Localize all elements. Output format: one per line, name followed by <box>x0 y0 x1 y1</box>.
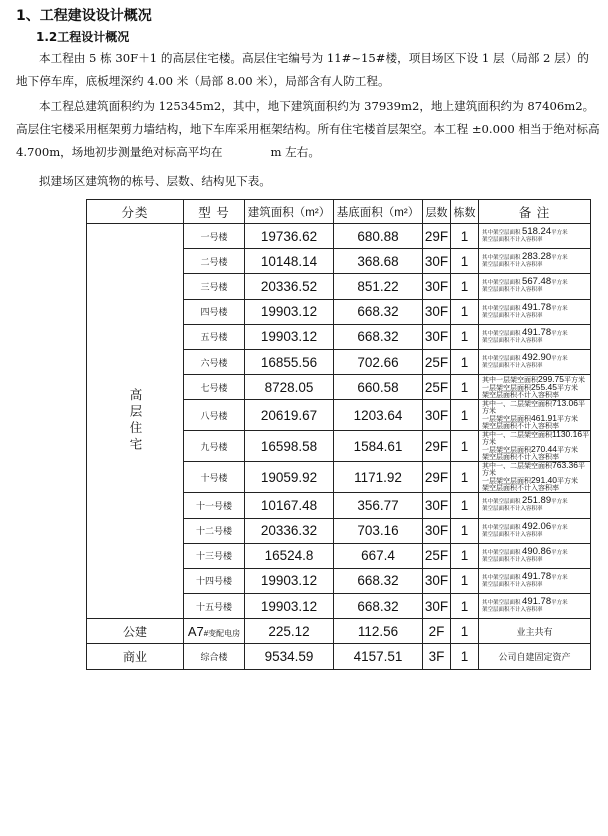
note-unit: 平方米 <box>551 356 568 363</box>
note-unit: 平方米 <box>551 280 568 287</box>
floors: 30F <box>423 400 451 431</box>
section-heading: 1、工程建设设计概况 <box>16 8 152 24</box>
note-text: 架空层面积不计入容积率 <box>482 485 559 493</box>
note-value: 492.90 <box>522 352 552 364</box>
note-text: 架空层面积不计入容积率 <box>482 237 543 244</box>
table-row <box>87 224 591 249</box>
table-row-commercial <box>87 644 591 669</box>
note-text: 架空层面积不计入容积率 <box>482 363 543 370</box>
building-name: 综合楼 <box>184 644 245 669</box>
note-unit: 平方米 <box>551 549 568 556</box>
note-text: 其中架空层面积 <box>482 305 521 312</box>
building-count: 1 <box>451 324 479 349</box>
subsection-heading: 1.2工程设计概况 <box>36 30 130 44</box>
note-value: 491.78 <box>522 301 552 313</box>
note-text: 架空层面积不计入容积率 <box>482 391 559 399</box>
note-text: 其中架空层面积 <box>482 230 521 237</box>
paragraph-area-tail: m 左右。 <box>270 145 320 159</box>
building-area: 20336.52 <box>245 274 334 299</box>
note-value: 251.89 <box>522 495 552 507</box>
building-area: 16524.8 <box>245 543 334 568</box>
note-cell <box>479 299 591 324</box>
floors: 25F <box>423 375 451 400</box>
note-cell <box>479 274 591 299</box>
model-cell <box>184 619 245 644</box>
note-cell <box>479 543 591 568</box>
note-unit: 平方米 <box>551 499 568 506</box>
building-area: 19903.12 <box>245 568 334 593</box>
note-unit: 平方米 <box>482 463 585 478</box>
base-area: 703.16 <box>334 518 423 543</box>
col-base-area: 基底面积（m²） <box>334 200 423 224</box>
note-value: 492.06 <box>522 520 552 532</box>
note-cell <box>479 518 591 543</box>
building-name: 二号楼 <box>184 249 245 274</box>
building-count: 1 <box>451 568 479 593</box>
note-text: 架空层面积不计入容积率 <box>482 556 543 563</box>
building-count: 1 <box>451 375 479 400</box>
building-table <box>86 199 591 670</box>
note-value: 763.36 <box>552 460 578 471</box>
building-name: 十三号楼 <box>184 543 245 568</box>
note-unit: 平方米 <box>551 305 568 312</box>
building-area: 16855.56 <box>245 349 334 374</box>
category-cell-public: 公建 <box>87 619 184 644</box>
floors: 29F <box>423 224 451 249</box>
note-unit: 平方米 <box>557 447 578 455</box>
model-sub: #变配电房 <box>203 628 241 638</box>
floors: 2F <box>423 619 451 644</box>
building-count: 1 <box>451 400 479 431</box>
note-text: 架空层面积不计入容积率 <box>482 423 559 431</box>
paragraph-area <box>16 95 600 164</box>
building-area: 19903.12 <box>245 299 334 324</box>
base-area: 1171.92 <box>334 462 423 493</box>
note-unit: 平方米 <box>557 478 578 486</box>
floors: 29F <box>423 462 451 493</box>
floors: 30F <box>423 249 451 274</box>
building-name: 五号楼 <box>184 324 245 349</box>
note-value: 491.78 <box>522 596 552 608</box>
note-text: 架空层面积不计入容积率 <box>482 312 543 319</box>
note-cell <box>479 594 591 619</box>
building-name: 九号楼 <box>184 431 245 462</box>
floors: 30F <box>423 594 451 619</box>
note-text: 架空层面积不计入容积率 <box>482 531 543 538</box>
building-name: 十五号楼 <box>184 594 245 619</box>
note-text: 其中架空层面积 <box>482 549 521 556</box>
building-name: 八号楼 <box>184 400 245 431</box>
note-value: 1130.16 <box>552 429 583 440</box>
note-text: 其中架空层面积 <box>482 574 521 581</box>
note-value: 299.75 <box>538 373 564 384</box>
floors: 3F <box>423 644 451 669</box>
note-text: 其中架空层面积 <box>482 280 521 287</box>
note-text: 其中架空层面积 <box>482 356 521 363</box>
building-area: 8728.05 <box>245 375 334 400</box>
floors: 30F <box>423 493 451 518</box>
note-text: 架空层面积不计入容积率 <box>482 287 543 294</box>
note-value: 567.48 <box>522 276 552 288</box>
note-cell <box>479 400 591 431</box>
base-area: 851.22 <box>334 274 423 299</box>
building-count: 1 <box>451 594 479 619</box>
note-unit: 平方米 <box>551 574 568 581</box>
note-text: 其中架空层面积 <box>482 600 521 607</box>
note-cell: 公司自建固定资产 <box>479 644 591 669</box>
note-value: 291.40 <box>531 475 557 486</box>
col-model: 型 号 <box>184 200 245 224</box>
note-text: 架空层面积不计入容积率 <box>482 337 543 344</box>
note-text: 架空层面积不计入容积率 <box>482 581 543 588</box>
building-name: 三号楼 <box>184 274 245 299</box>
note-unit: 平方米 <box>482 432 590 447</box>
building-area: 19059.92 <box>245 462 334 493</box>
building-name: 十四号楼 <box>184 568 245 593</box>
building-count: 1 <box>451 644 479 669</box>
floors: 25F <box>423 543 451 568</box>
note-cell <box>479 224 591 249</box>
building-area: 10148.14 <box>245 249 334 274</box>
building-area: 19903.12 <box>245 324 334 349</box>
building-name: 十二号楼 <box>184 518 245 543</box>
building-area: 9534.59 <box>245 644 334 669</box>
floors: 30F <box>423 324 451 349</box>
floors: 29F <box>423 431 451 462</box>
note-value: 255.45 <box>531 381 557 392</box>
note-text: 架空层面积不计入容积率 <box>482 454 559 462</box>
note-cell <box>479 568 591 593</box>
floors: 25F <box>423 349 451 374</box>
building-count: 1 <box>451 249 479 274</box>
building-area: 20619.67 <box>245 400 334 431</box>
building-count: 1 <box>451 431 479 462</box>
note-value: 713.06 <box>552 398 578 409</box>
note-text: 其中一、二层架空面积 <box>482 401 552 409</box>
category-cell-commercial: 商业 <box>87 644 184 669</box>
note-value: 518.24 <box>522 226 552 238</box>
building-area: 16598.58 <box>245 431 334 462</box>
note-value: 270.44 <box>531 444 557 455</box>
base-area: 1584.61 <box>334 431 423 462</box>
building-name: 七号楼 <box>184 375 245 400</box>
note-unit: 平方米 <box>557 416 578 424</box>
note-text: 架空层面积不计入容积率 <box>482 607 543 614</box>
col-count: 栋数 <box>451 200 479 224</box>
base-area: 660.58 <box>334 375 423 400</box>
note-value: 490.86 <box>522 545 552 557</box>
note-unit: 平方米 <box>557 384 578 392</box>
table-row-public <box>87 619 591 644</box>
paragraph-table-intro: 拟建场区建筑物的栋号、层数、结构见下表。 <box>39 174 271 188</box>
note-cell <box>479 493 591 518</box>
note-unit: 平方米 <box>551 524 568 531</box>
building-name: 四号楼 <box>184 299 245 324</box>
note-unit: 平方米 <box>482 401 585 416</box>
note-text: 一层架空层面积 <box>482 416 531 424</box>
note-unit: 平方米 <box>551 255 568 262</box>
col-floors: 层数 <box>423 200 451 224</box>
base-area: 702.66 <box>334 349 423 374</box>
note-unit: 平方米 <box>551 230 568 237</box>
building-area: 10167.48 <box>245 493 334 518</box>
base-area: 667.4 <box>334 543 423 568</box>
model-code: A7 <box>187 623 204 639</box>
note-text: 其中架空层面积 <box>482 499 521 506</box>
building-count: 1 <box>451 518 479 543</box>
paragraph-area-text: 本工程总建筑面积约为 125345m2，其中，地下建筑面积约为 37939m2，地上建筑面积约为 87406m2。高层住宅楼采用框架剪力墙结构，地下车库采用框架结构。所有住宅楼首层架空。本工程 ±0.000 相当于绝对标高 4.700m，场地初步测量绝对标高平均在 <box>16 99 600 159</box>
building-count: 1 <box>451 299 479 324</box>
base-area: 668.32 <box>334 299 423 324</box>
base-area: 1203.64 <box>334 400 423 431</box>
note-unit: 平方米 <box>564 376 585 384</box>
building-count: 1 <box>451 462 479 493</box>
col-building-area: 建筑面积（m²） <box>245 200 334 224</box>
col-category: 分类 <box>87 200 184 224</box>
note-cell <box>479 249 591 274</box>
note-cell <box>479 431 591 462</box>
base-area: 112.56 <box>334 619 423 644</box>
note-value: 491.78 <box>522 326 552 338</box>
floors: 30F <box>423 568 451 593</box>
base-area: 368.68 <box>334 249 423 274</box>
building-area: 19736.62 <box>245 224 334 249</box>
note-text: 其中架空层面积 <box>482 330 521 337</box>
building-area: 225.12 <box>245 619 334 644</box>
base-area: 4157.51 <box>334 644 423 669</box>
category-cell-high-rise: 高层住宅 <box>87 224 184 619</box>
table-header-row <box>87 200 591 224</box>
building-count: 1 <box>451 493 479 518</box>
building-count: 1 <box>451 274 479 299</box>
note-text: 其中架空层面积 <box>482 524 521 531</box>
floors: 30F <box>423 299 451 324</box>
floors: 30F <box>423 518 451 543</box>
note-cell <box>479 324 591 349</box>
note-value: 491.78 <box>522 570 552 582</box>
paragraph-overview: 本工程由 5 栋 30F＋1 的高层住宅楼。高层住宅编号为 11#~15#楼，项目场区下设 1 层（局部 2 层）的地下停车库，底板埋深约 4.00 米（局部 8.00 米），局部含有人防工程。 <box>16 51 589 88</box>
note-text: 一层架空层面积 <box>482 447 531 455</box>
base-area: 668.32 <box>334 568 423 593</box>
note-text: 一层架空层面积 <box>482 478 531 486</box>
base-area: 680.88 <box>334 224 423 249</box>
note-text: 一层架空层面积 <box>482 384 531 392</box>
floors: 30F <box>423 274 451 299</box>
building-name: 六号楼 <box>184 349 245 374</box>
note-cell <box>479 375 591 400</box>
note-unit: 平方米 <box>551 600 568 607</box>
note-value: 461.91 <box>531 413 557 424</box>
base-area: 668.32 <box>334 594 423 619</box>
building-area: 19903.12 <box>245 594 334 619</box>
building-area: 20336.32 <box>245 518 334 543</box>
base-area: 356.77 <box>334 493 423 518</box>
note-unit: 平方米 <box>551 330 568 337</box>
col-notes: 备 注 <box>479 200 591 224</box>
note-cell: 业主共有 <box>479 619 591 644</box>
note-text: 架空层面积不计入容积率 <box>482 262 543 269</box>
note-text: 其中一、二层架空面积 <box>482 432 552 440</box>
building-name: 一号楼 <box>184 224 245 249</box>
building-count: 1 <box>451 543 479 568</box>
note-text: 其中一、二层架空面积 <box>482 463 552 471</box>
note-cell <box>479 462 591 493</box>
note-text: 其中一层架空面积 <box>482 376 538 384</box>
note-text: 架空层面积不计入容积率 <box>482 506 543 513</box>
building-count: 1 <box>451 349 479 374</box>
building-count: 1 <box>451 224 479 249</box>
base-area: 668.32 <box>334 324 423 349</box>
note-text: 其中架空层面积 <box>482 255 521 262</box>
building-name: 十一号楼 <box>184 493 245 518</box>
note-value: 283.28 <box>522 251 552 263</box>
note-cell <box>479 349 591 374</box>
building-name: 十号楼 <box>184 462 245 493</box>
building-count: 1 <box>451 619 479 644</box>
